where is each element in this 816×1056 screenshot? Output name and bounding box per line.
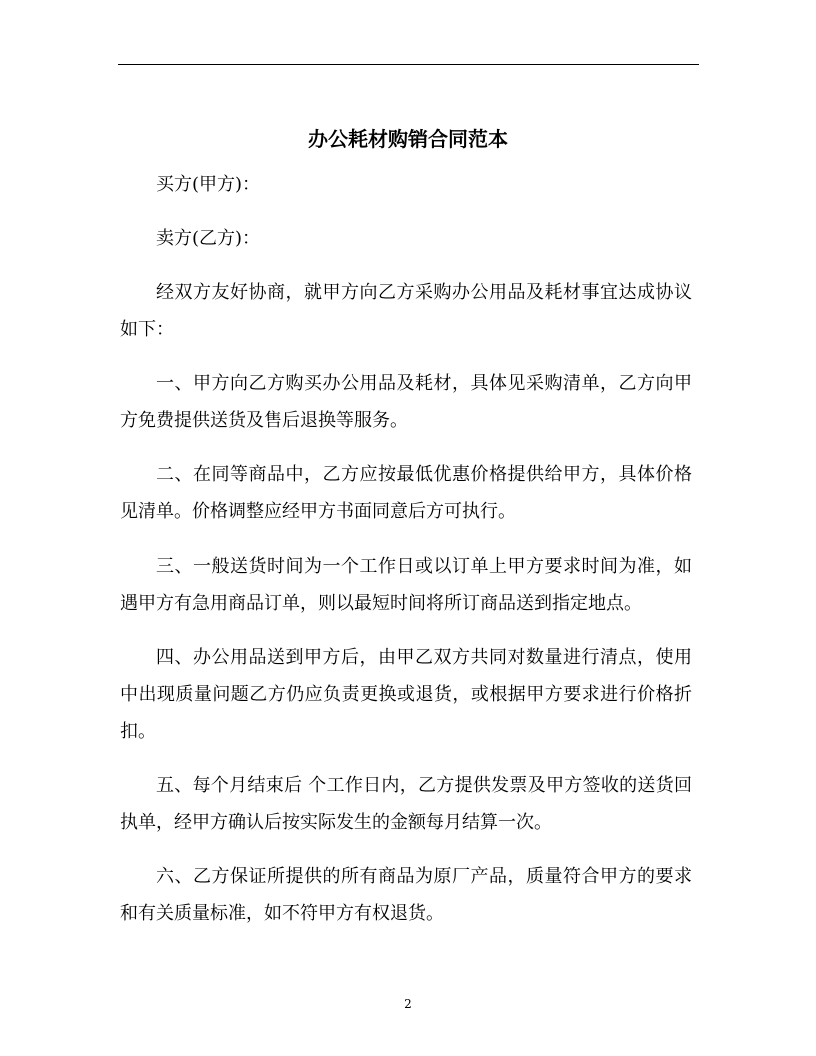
document-title: 办公耗材购销合同范本 <box>308 127 508 151</box>
seller-line: 卖方(乙方)： <box>156 228 261 249</box>
clause-4-paragraph: 四、办公用品送到甲方后，由甲乙双方共同对数量进行清点，使用中出现质量问题乙方仍应负责更换或退货，或根据甲方要求进行价格折扣。 <box>120 647 692 742</box>
clause-3-paragraph: 三、一般送货时间为一个工作日或以订单上甲方要求时间为准，如遇甲方有急用商品订单，则以最短时间将所订商品送到指定地点。 <box>120 556 692 614</box>
page-number: 2 <box>404 997 412 1011</box>
clause-5-paragraph: 五、每个月结束后 个工作日内，乙方提供发票及甲方签收的送货回执单，经甲方确认后按实际发生的金额每月结算一次。 <box>120 775 692 833</box>
buyer-line: 买方(甲方)： <box>156 174 261 195</box>
header-rule <box>118 64 699 65</box>
clause-1-paragraph: 一、甲方向乙方购买办公用品及耗材，具体见采购清单，乙方向甲方免费提供送货及售后退换等服务。 <box>120 373 692 431</box>
clause-2-paragraph: 二、在同等商品中，乙方应按最低优惠价格提供给甲方，具体价格见清单。价格调整应经甲方书面同意后方可执行。 <box>120 464 692 522</box>
clause-6-paragraph: 六、乙方保证所提供的所有商品为原厂产品，质量符合甲方的要求和有关质量标准，如不符甲方有权退货。 <box>120 866 692 924</box>
preamble-paragraph: 经双方友好协商，就甲方向乙方采购办公用品及耗材事宜达成协议如下： <box>120 282 692 340</box>
